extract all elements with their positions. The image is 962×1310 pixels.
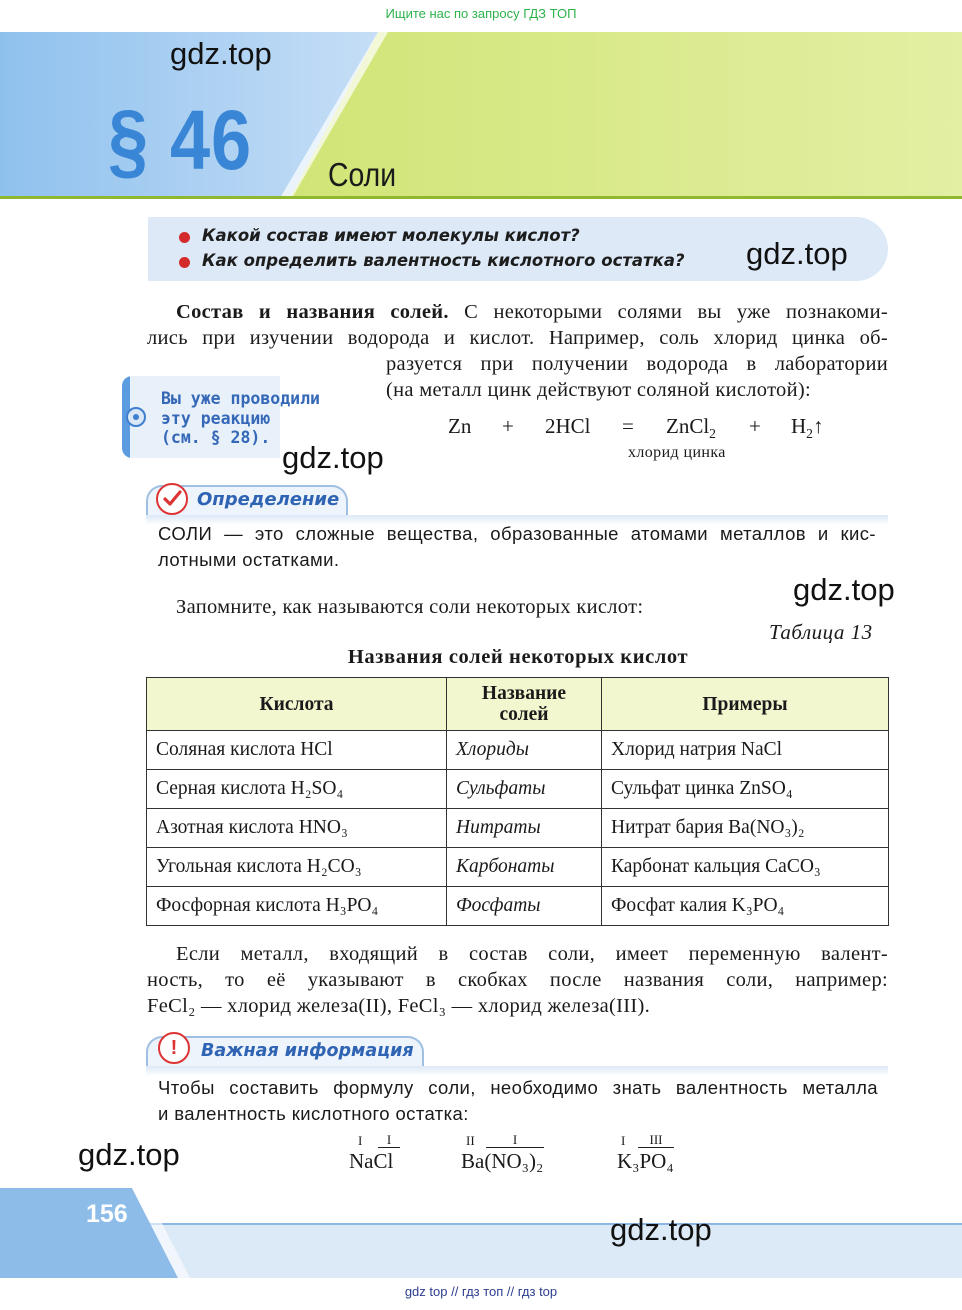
salt-name-cell: Фосфаты [447, 887, 602, 926]
salts-table [146, 677, 889, 926]
valence-mark: II [466, 1133, 475, 1148]
table-header-row [147, 678, 889, 731]
formula: K₃PO₄ [617, 1149, 674, 1173]
formula: Ba(NO₃)₂ [461, 1149, 544, 1173]
table-header: Кислота [147, 678, 447, 731]
paragraph-line: (на металл цинк действуют соляной кислотой): [386, 379, 812, 401]
top-banner: Ищите нас по запросу ГДЗ ТОП [385, 6, 577, 21]
example-cell: Сульфат цинка ZnSO₄ [602, 770, 889, 809]
watermark: gdz.top [78, 1137, 180, 1172]
example-cell: Карбонат кальция CaCO₃ [602, 848, 889, 887]
info-text: Чтобы составить формулу соли, необходимо знать валентность металла и валентность кислотного остатка: [158, 1077, 878, 1124]
bottom-banner: gdz top // гдз топ // гдз top [404, 1284, 558, 1299]
bullet-icon [179, 257, 190, 268]
table-row [147, 809, 889, 848]
paragraph-line: Состав и названия солей. С некоторыми солями вы уже познакоми- [176, 301, 888, 323]
equation-reactant: Zn [448, 414, 472, 438]
valence-mark: I [378, 1133, 400, 1148]
paragraph-line: лись при изучении водорода и кислот. Например, соль хлорид цинка об- [147, 327, 888, 349]
salt-name-cell: Нитраты [447, 809, 602, 848]
remember-text: Запомните, как называются соли некоторых кислот: [176, 596, 644, 618]
salt-name-cell: Карбонаты [447, 848, 602, 887]
header-underline [0, 196, 962, 199]
salt-name-cell: Сульфаты [447, 770, 602, 809]
equation-plus: + [749, 414, 761, 438]
target-icon [126, 407, 146, 427]
definition-text: СОЛИ — это сложные вещества, образованные атомами металлов и кис- лотными остатками. [158, 523, 876, 570]
valence-mark: I [621, 1133, 626, 1148]
watermark: gdz.top [746, 236, 848, 271]
valence-mark: I [486, 1133, 544, 1148]
table-title: Названия солей некоторых кислот [347, 646, 689, 668]
table-header: Название солей [447, 678, 602, 731]
example-cell: Хлорид натрия NaCl [602, 731, 889, 770]
valence-mark: III [638, 1133, 674, 1148]
paragraph-line: Если металл, входящий в состав соли, имеет переменную валент- [176, 943, 888, 965]
watermark: gdz.top [282, 440, 384, 475]
formula: NaCl [349, 1149, 394, 1173]
footer-band [0, 1188, 962, 1278]
side-note-text: Вы уже проводили эту реакцию (см. § 28). [161, 389, 320, 447]
equation-equals: = [622, 414, 634, 438]
section-title: Соли [328, 156, 397, 193]
equation-product: ZnCl$_2$ [666, 414, 716, 441]
valence-mark: I [358, 1133, 363, 1148]
info-label: Важная информация [201, 1041, 414, 1061]
acid-cell: Соляная кислота HCl [147, 731, 447, 770]
acid-cell: Серная кислота H₂SO₄ [147, 770, 447, 809]
equation-plus: + [502, 414, 514, 438]
salt-name-cell: Хлориды [447, 731, 602, 770]
exclamation-icon: ! [158, 1032, 190, 1064]
section-number: § 46 [108, 93, 253, 187]
table-row [147, 731, 889, 770]
paragraph-line: ность, то её указывают в скобках после названия соли, например: [147, 969, 888, 991]
checkmark-icon [156, 483, 188, 515]
equation-reactant: 2HCl [545, 414, 591, 438]
acid-cell: Азотная кислота HNO₃ [147, 809, 447, 848]
paragraph-line: FeCl₂ — хлорид железа(II), FeCl₃ — хлорид железа(III). [147, 995, 651, 1017]
table-row [147, 887, 889, 926]
table-header: Примеры [602, 678, 889, 731]
example-cell: Фосфат калия K₃PO₄ [602, 887, 889, 926]
paragraph-line: разуется при получении водорода в лаборатории [386, 353, 888, 375]
acid-cell: Фосфорная кислота H₃PO₄ [147, 887, 447, 926]
definition-label: Определение [197, 489, 340, 510]
table-row [147, 848, 889, 887]
watermark: gdz.top [610, 1212, 712, 1247]
equation-product: $H_2↑$ [791, 414, 824, 441]
table-label: Таблица 13 [769, 620, 873, 644]
table-row [147, 770, 889, 809]
equation-caption: хлорид цинка [628, 444, 726, 461]
bullet-icon [179, 232, 190, 243]
question-item: Какой состав имеют молекулы кислот? [180, 226, 580, 245]
question-item: Как определить валентность кислотного остатка? [180, 251, 685, 270]
acid-cell: Угольная кислота H₂CO₃ [147, 848, 447, 887]
watermark: gdz.top [793, 572, 895, 607]
watermark: gdz.top [170, 36, 272, 71]
page-number: 156 [86, 1200, 128, 1228]
example-cell: Нитрат бария Ba(NO₃)₂ [602, 809, 889, 848]
